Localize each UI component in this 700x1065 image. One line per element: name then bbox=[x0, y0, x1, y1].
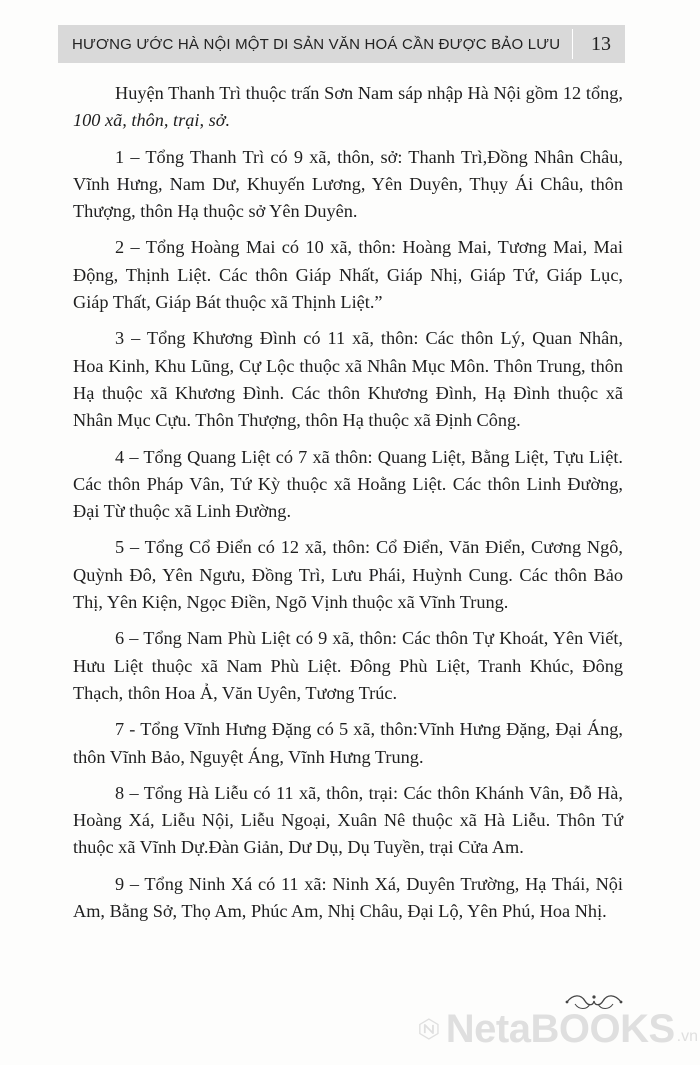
intro-text: Huyện Thanh Trì thuộc trấn Sơn Nam sáp nhập Hà Nội gồm 12 tổng, bbox=[115, 83, 623, 103]
paragraph-tong-1: 1 – Tổng Thanh Trì có 9 xã, thôn, sở: Thanh Trì,Đồng Nhân Châu, Vĩnh Hưng, Nam Dư, Khuyến Lương, Yên Duyên, Thụy Ái Châu, thôn Thượng, thôn Hạ thuộc sở Yên Duyên. bbox=[73, 146, 623, 222]
paragraph-tong-5: 5 – Tổng Cổ Điển có 12 xã, thôn: Cổ Điển, Văn Điển, Cương Ngô, Quỳnh Đô, Yên Ngưu, Đồng Trì, Lưu Phái, Huỳnh Cung. Các thôn Bảo Thị, Yên Kiện, Ngọc Điền, Ngõ Vịnh thuộc xã Vĩnh Trung. bbox=[73, 537, 623, 613]
paragraph-tong-2: 2 – Tổng Hoàng Mai có 10 xã, thôn: Hoàng Mai, Tương Mai, Mai Động, Thịnh Liệt. Các thôn Giáp Nhất, Giáp Nhị, Giáp Tứ, Giáp Lục, Giáp Thất, Giáp Bát thuộc xã Thịnh Liệt.” bbox=[73, 237, 623, 313]
paragraph-tong-7: 7 - Tổng Vĩnh Hưng Đặng có 5 xã, thôn:Vĩnh Hưng Đặng, Đại Áng, thôn Vĩnh Bảo, Nguyệt Áng, Vĩnh Hưng Trung. bbox=[73, 719, 623, 767]
netabooks-logo-icon bbox=[418, 1005, 440, 1053]
publisher-watermark bbox=[418, 1000, 698, 1058]
running-header bbox=[58, 25, 625, 63]
intro-paragraph bbox=[73, 80, 623, 135]
page-number: 13 bbox=[591, 32, 611, 55]
body-text bbox=[73, 80, 623, 934]
paragraph-tong-8: 8 – Tổng Hà Liễu có 11 xã, thôn, trại: Các thôn Khánh Vân, Đỗ Hà, Hoàng Xá, Liễu Nội, Liễu Ngoại, Xuân Nê thuộc xã Hà Liễu. Thôn Tứ thuộc xã Vĩnh Dự.Đàn Giản, Dư Dụ, Dụ Tuyền, trại Cửa Am. bbox=[73, 782, 623, 858]
intro-italic-text: 100 xã, thôn, trại, sở. bbox=[73, 110, 231, 131]
header-divider bbox=[572, 29, 573, 59]
paragraph-tong-4: 4 – Tổng Quang Liệt có 7 xã thôn: Quang Liệt, Bằng Liệt, Tựu Liệt. Các thôn Pháp Vân, Tứ Kỳ thuộc xã Hoằng Liệt. Các thôn Linh Đường, Đại Từ thuộc xã Linh Đường. bbox=[73, 446, 623, 522]
paragraph-tong-9: 9 – Tổng Ninh Xá có 11 xã: Ninh Xá, Duyên Trường, Hạ Thái, Nội Am, Bằng Sở, Thọ Am, Phúc Am, Nhị Châu, Đại Lộ, Yên Phú, Hoa Nhị. bbox=[73, 873, 623, 922]
paragraph-tong-3: 3 – Tổng Khương Đình có 11 xã, thôn: Các thôn Lý, Quan Nhân, Hoa Kinh, Khu Lũng, Cự Lộc thuộc xã Nhân Mục Môn. Thôn Trung, thôn Hạ thuộc xã Khương Đình. Các thôn Khương Đình, Hạ Đình thuộc xã Nhân Mục Cựu. Thôn Thượng, thôn Hạ thuộc xã Định Công. bbox=[73, 328, 623, 431]
watermark-suffix: .vn bbox=[676, 1028, 698, 1045]
paragraph-tong-6: 6 – Tổng Nam Phù Liệt có 9 xã, thôn: Các thôn Tự Khoát, Yên Viết, Hưu Liệt thuộc xã Nam Phù Liệt. Đông Phù Liệt, Tranh Khúc, Đông Thạch, thôn Hoa Ả, Văn Uyên, Tương Trúc. bbox=[73, 628, 623, 703]
running-header-title: HƯƠNG ƯỚC HÀ NỘI MỘT DI SẢN VĂN HOÁ CẦN ĐƯỢC BẢO LƯU bbox=[72, 35, 561, 53]
watermark-text: NetaBOOKS bbox=[445, 1006, 675, 1051]
